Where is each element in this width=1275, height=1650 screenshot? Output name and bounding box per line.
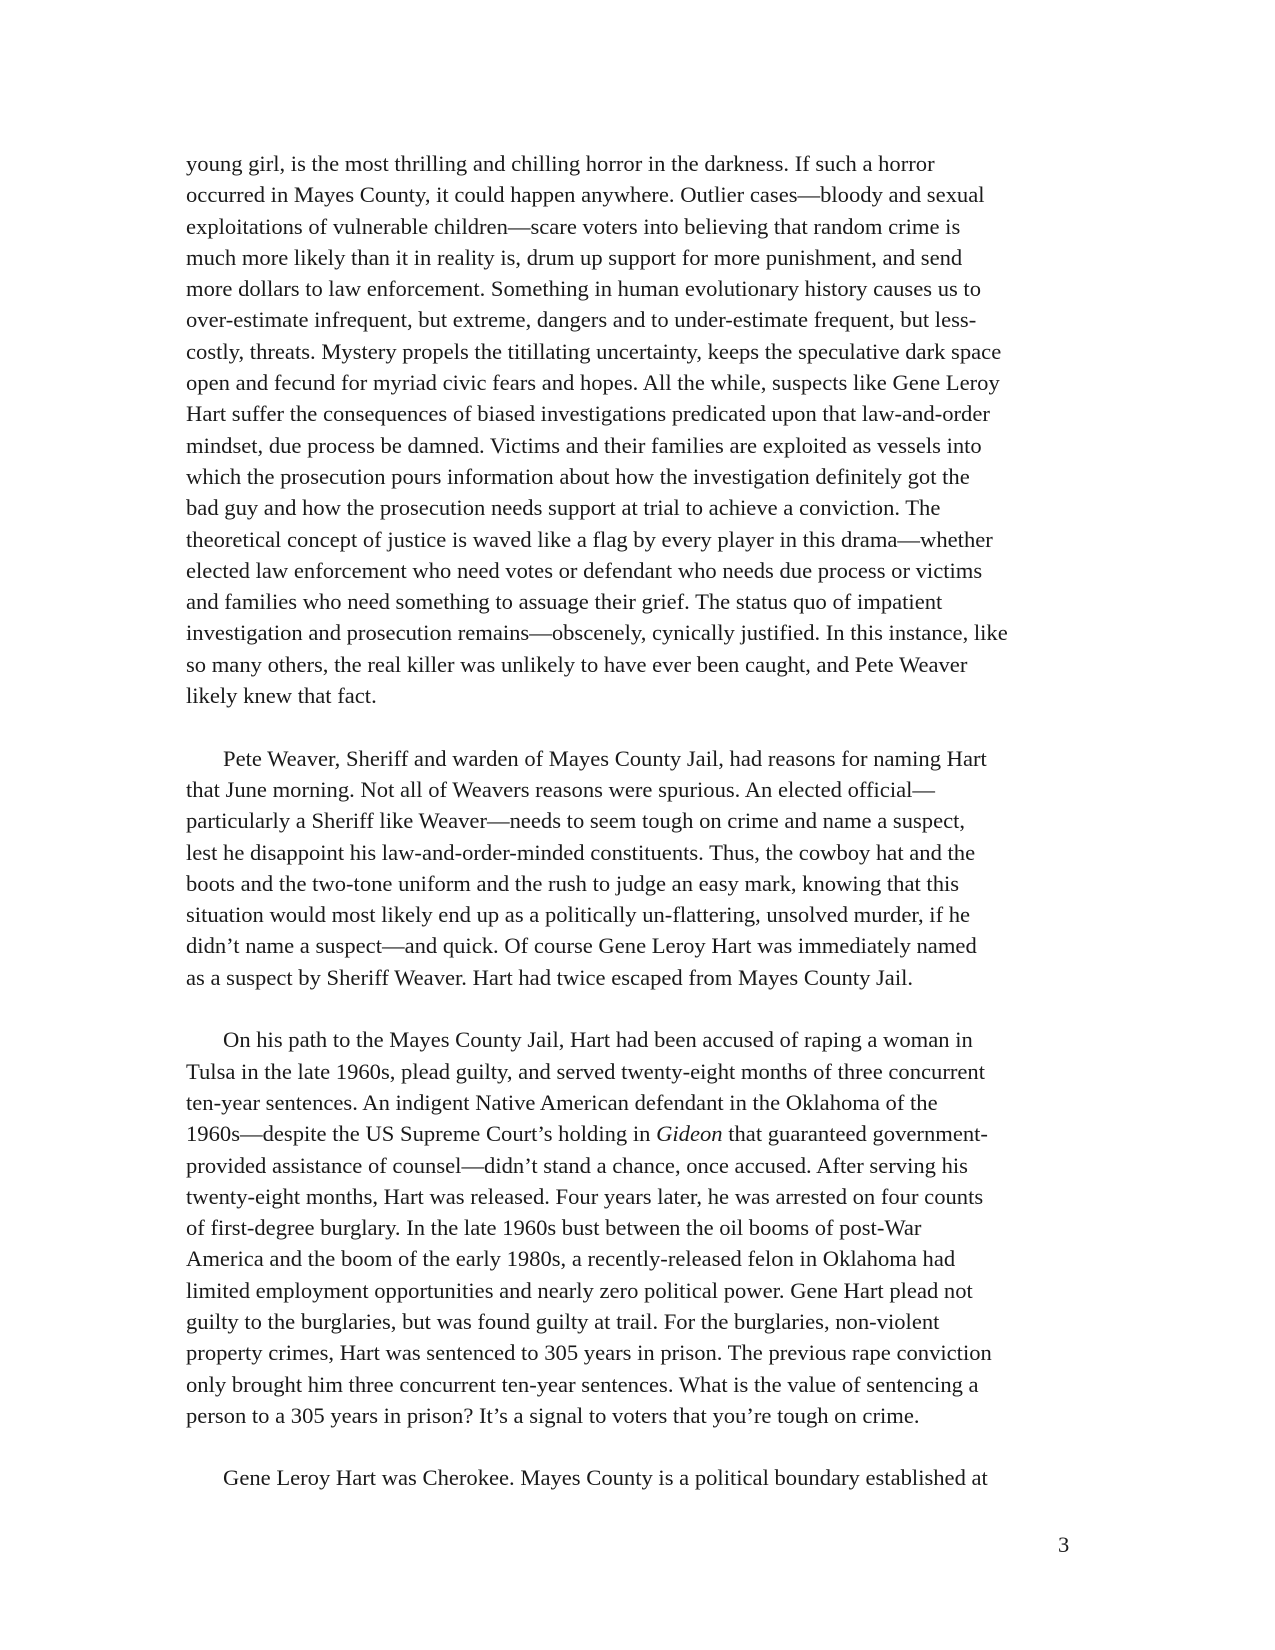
text-line: which the prosecution pours information about how the investigation definitely got the: [186, 463, 970, 489]
text-line: person to a 305 years in prison? It’s a signal to voters that you’re tough on crime.: [186, 1402, 920, 1428]
text-line: as a suspect by Sheriff Weaver. Hart had twice escaped from Mayes County Jail.: [186, 964, 914, 990]
text-line: theoretical concept of justice is waved like a flag by every player in this drama—whether: [186, 526, 993, 552]
text-line: property crimes, Hart was sentenced to 305 years in prison. The previous rape conviction: [186, 1340, 992, 1366]
text-line: mindset, due process be damned. Victims and their families are exploited as vessels into: [186, 432, 982, 458]
case-name-gideon: Gideon: [656, 1121, 723, 1147]
text-line: [186, 1118, 1086, 1149]
text-line: bad guy and how the prosecution needs support at trial to achieve a conviction. The: [186, 495, 941, 521]
paragraph-4: [186, 1462, 1086, 1493]
text-line: more dollars to law enforcement. Something in human evolutionary history causes us to: [186, 276, 982, 302]
body-text: [186, 148, 1086, 1494]
text-line: of first-degree burglary. In the late 1960s bust between the oil booms of post-War: [186, 1215, 922, 1241]
text-line: that June morning. Not all of Weavers reasons were spurious. An elected official—: [186, 776, 936, 802]
text-line: over-estimate infrequent, but extreme, dangers and to under-estimate frequent, but less-: [186, 307, 977, 333]
text-line: much more likely than it in reality is, drum up support for more punishment, and send: [186, 244, 963, 270]
text-line: Tulsa in the late 1960s, plead guilty, and served twenty-eight months of three concurrent: [186, 1058, 985, 1084]
text-line: boots and the two-tone uniform and the rush to judge an easy mark, knowing that this: [186, 870, 960, 896]
page-number: 3: [1058, 1532, 1070, 1557]
text-line: lest he disappoint his law-and-order-minded constituents. Thus, the cowboy hat and the: [186, 839, 976, 865]
paragraph-3: [186, 1024, 1086, 1431]
text-line: didn’t name a suspect—and quick. Of course Gene Leroy Hart was immediately named: [186, 933, 977, 959]
text-line: limited employment opportunities and nearly zero political power. Gene Hart plead not: [186, 1277, 973, 1303]
text-line: occurred in Mayes County, it could happen anywhere. Outlier cases—bloody and sexual: [186, 182, 985, 208]
text-segment: 1960s—despite the US Supreme Court’s holding in: [186, 1121, 657, 1147]
text-line: Pete Weaver, Sheriff and warden of Mayes County Jail, had reasons for naming Hart: [223, 745, 987, 771]
text-line: exploitations of vulnerable children—scare voters into believing that random crime is: [186, 213, 961, 239]
text-line: twenty-eight months, Hart was released. Four years later, he was arrested on four counts: [186, 1183, 984, 1209]
text-line: open and fecund for myriad civic fears and hopes. All the while, suspects like Gene Leroy: [186, 370, 1000, 396]
text-line: Gene Leroy Hart was Cherokee. Mayes County is a political boundary established at: [223, 1465, 988, 1491]
text-line: only brought him three concurrent ten-year sentences. What is the value of sentencing a: [186, 1371, 979, 1397]
text-line: situation would most likely end up as a politically un-flattering, unsolved murder, if he: [186, 902, 971, 928]
text-line: Hart suffer the consequences of biased investigations predicated upon that law-and-order: [186, 401, 990, 427]
text-line: likely knew that fact.: [186, 683, 377, 709]
text-line: young girl, is the most thrilling and chilling horror in the darkness. If such a horror: [186, 151, 935, 176]
text-line: investigation and prosecution remains—obscenely, cynically justified. In this instance, like: [186, 620, 1008, 646]
text-line: guilty to the burglaries, but was found guilty at trail. For the burglaries, non-violent: [186, 1308, 940, 1334]
text-segment: that guaranteed government-: [722, 1121, 988, 1147]
paragraph-1: [186, 148, 1086, 711]
text-line: elected law enforcement who need votes or defendant who needs due process or victims: [186, 557, 983, 583]
text-line: On his path to the Mayes County Jail, Hart had been accused of raping a woman in: [223, 1027, 973, 1053]
text-line: ten-year sentences. An indigent Native American defendant in the Oklahoma of the: [186, 1089, 938, 1115]
text-line: provided assistance of counsel—didn’t stand a chance, once accused. After serving his: [186, 1152, 968, 1178]
text-line: so many others, the real killer was unlikely to have ever been caught, and Pete Weaver: [186, 651, 968, 677]
text-line: and families who need something to assuage their grief. The status quo of impatient: [186, 589, 943, 615]
text-line: America and the boom of the early 1980s, a recently-released felon in Oklahoma had: [186, 1246, 956, 1272]
text-line: particularly a Sheriff like Weaver—needs to seem tough on crime and name a suspect,: [186, 808, 966, 834]
text-line: costly, threats. Mystery propels the titillating uncertainty, keeps the speculative dark space: [186, 338, 1002, 364]
paragraph-2: [186, 743, 1086, 993]
